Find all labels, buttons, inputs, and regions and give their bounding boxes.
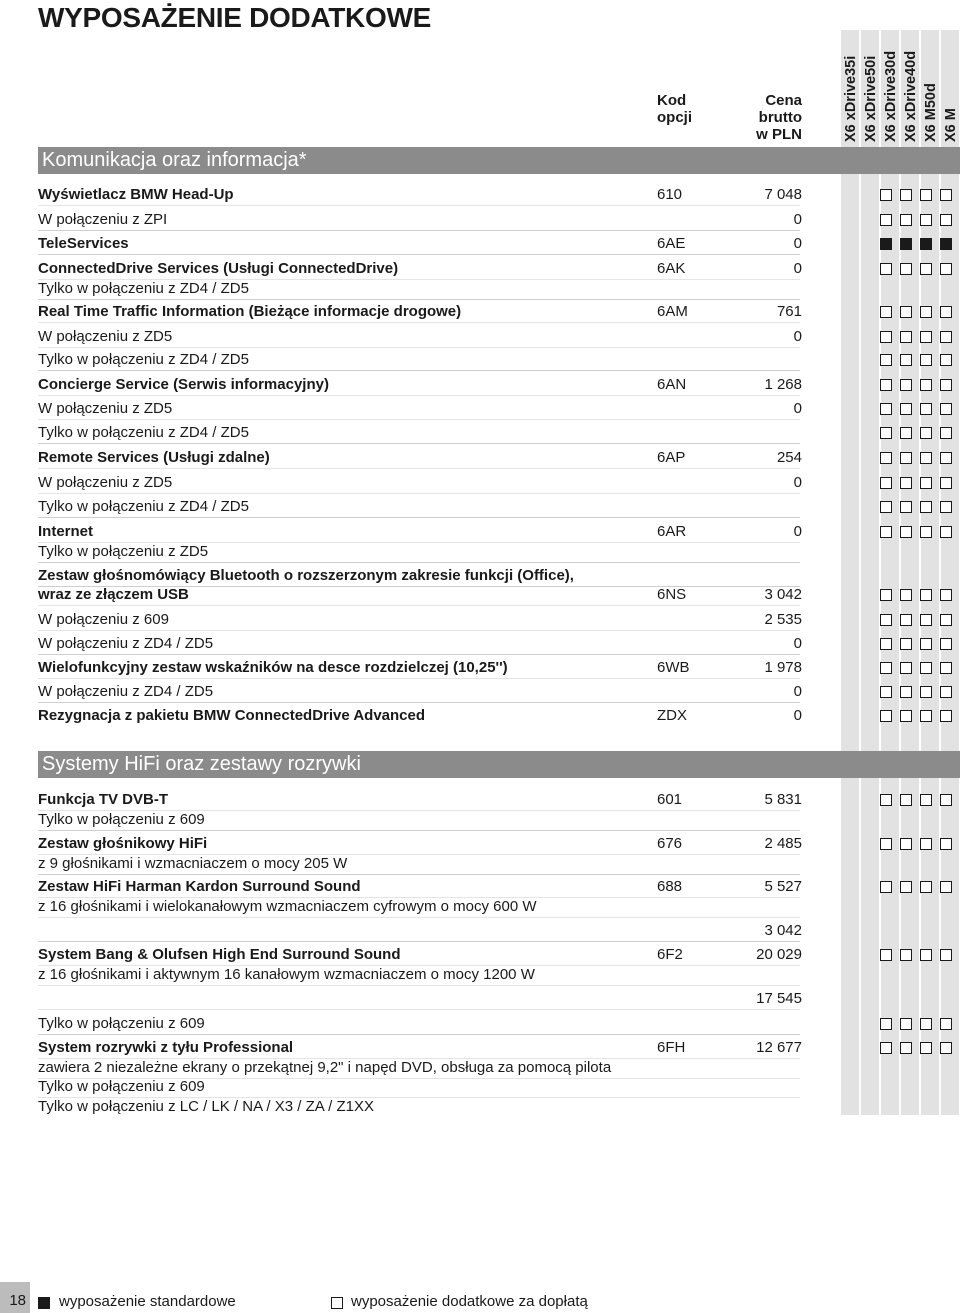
optional-equipment-icon <box>880 794 892 806</box>
optional-equipment-icon <box>940 403 952 415</box>
availability-marks <box>840 214 958 226</box>
option-code: 601 <box>657 791 683 808</box>
availability-marks <box>840 354 958 366</box>
row-divider <box>38 630 800 631</box>
option-code: 688 <box>657 878 683 895</box>
option-price: 20 029 <box>756 946 802 963</box>
optional-equipment-icon <box>880 589 892 601</box>
optional-equipment-icon <box>880 477 892 489</box>
option-label: W połączeniu z ZD5 <box>38 400 173 417</box>
option-price: 3 042 <box>764 586 802 603</box>
option-label: Tylko w połączeniu z LC / LK / NA / X3 / ZA / Z1XX <box>38 1098 374 1115</box>
option-label: Funkcja TV DVB-T <box>38 791 169 808</box>
option-code: 6AN <box>657 376 687 393</box>
availability-marks <box>840 1062 958 1074</box>
row-divider <box>38 605 800 606</box>
option-label: W połączeniu z 609 <box>38 611 169 628</box>
optional-equipment-icon <box>920 306 932 318</box>
option-label: Zestaw głośnikowy HiFi <box>38 835 208 852</box>
row-divider <box>38 702 800 703</box>
standard-equipment-icon <box>920 238 932 250</box>
optional-equipment-icon <box>880 354 892 366</box>
optional-equipment-icon <box>920 662 932 674</box>
optional-equipment-icon <box>900 331 912 343</box>
optional-equipment-icon <box>940 263 952 275</box>
option-label: W połączeniu z ZPI <box>38 211 168 228</box>
optional-equipment-icon <box>940 686 952 698</box>
optional-equipment-icon <box>880 1042 892 1054</box>
optional-equipment-icon <box>880 526 892 538</box>
legend-standard-icon <box>38 1297 50 1309</box>
option-label: TeleServices <box>38 235 129 252</box>
optional-equipment-icon <box>900 214 912 226</box>
availability-marks <box>840 1042 958 1054</box>
availability-marks <box>840 306 958 318</box>
availability-marks <box>840 477 958 489</box>
row-divider <box>38 254 800 255</box>
standard-equipment-icon <box>900 238 912 250</box>
optional-equipment-icon <box>920 452 932 464</box>
option-price: 0 <box>793 523 802 540</box>
option-label: Internet <box>38 523 94 540</box>
availability-marks <box>840 993 958 1005</box>
option-price: 5 831 <box>764 791 802 808</box>
row-divider <box>38 917 800 918</box>
optional-equipment-icon <box>880 881 892 893</box>
option-code: 610 <box>657 186 683 203</box>
row-divider <box>38 985 800 986</box>
model-label: X6 M <box>943 108 959 142</box>
option-label: Tylko w połączeniu z 609 <box>38 1015 205 1032</box>
option-label: Tylko w połączeniu z ZD4 / ZD5 <box>38 280 249 297</box>
legend-standard: wyposażenie standardowe <box>59 1293 236 1310</box>
availability-marks <box>840 1018 958 1030</box>
row-divider <box>38 1034 800 1035</box>
optional-equipment-icon <box>880 838 892 850</box>
optional-equipment-icon <box>940 638 952 650</box>
model-label: X6 xDrive40d <box>903 50 919 142</box>
optional-equipment-icon <box>880 949 892 961</box>
optional-equipment-icon <box>920 501 932 513</box>
option-price: 0 <box>793 328 802 345</box>
optional-equipment-icon <box>940 477 952 489</box>
optional-equipment-icon <box>920 838 932 850</box>
row-divider <box>38 299 800 300</box>
optional-equipment-icon <box>940 379 952 391</box>
availability-marks <box>840 546 958 558</box>
optional-equipment-icon <box>900 589 912 601</box>
option-label: Tylko w połączeniu z 609 <box>38 1078 205 1095</box>
optional-equipment-icon <box>880 403 892 415</box>
option-price: 2 535 <box>764 611 802 628</box>
option-label: Wyświetlacz BMW Head-Up <box>38 186 234 203</box>
option-code: 6AK <box>657 260 686 277</box>
optional-equipment-icon <box>900 526 912 538</box>
optional-equipment-icon <box>920 403 932 415</box>
option-price: 0 <box>793 235 802 252</box>
optional-equipment-icon <box>920 331 932 343</box>
option-label: Wielofunkcyjny zestaw wskaźników na desce rozdzielczej (10,25'') <box>38 659 508 676</box>
option-label: Tylko w połączeniu z ZD4 / ZD5 <box>38 424 249 441</box>
optional-equipment-icon <box>880 638 892 650</box>
availability-marks <box>840 881 958 893</box>
availability-marks <box>840 1101 958 1113</box>
option-label: Zestaw głośnomówiący Bluetooth o rozszerzonym zakresie funkcji (Office), <box>38 567 574 584</box>
availability-marks <box>840 949 958 961</box>
optional-equipment-icon <box>920 638 932 650</box>
optional-equipment-icon <box>900 501 912 513</box>
optional-equipment-icon <box>900 403 912 415</box>
optional-equipment-icon <box>940 838 952 850</box>
row-divider <box>38 468 800 469</box>
model-label: X6 xDrive30d <box>883 50 899 142</box>
page-number-tab <box>0 1282 30 1313</box>
availability-marks <box>840 686 958 698</box>
option-price: 0 <box>793 260 802 277</box>
row-divider <box>38 941 800 942</box>
optional-equipment-icon <box>940 662 952 674</box>
availability-marks <box>840 794 958 806</box>
optional-equipment-icon <box>940 710 952 722</box>
optional-equipment-icon <box>940 354 952 366</box>
option-code: 6AP <box>657 449 686 466</box>
availability-marks <box>840 814 958 826</box>
row-divider <box>38 874 800 875</box>
optional-equipment-icon <box>920 214 932 226</box>
optional-equipment-icon <box>940 331 952 343</box>
legend-optional: wyposażenie dodatkowe za dopłatą <box>351 1293 588 1310</box>
optional-equipment-icon <box>920 794 932 806</box>
option-code: 6AM <box>657 303 688 320</box>
page-number: 18 <box>9 1292 26 1309</box>
availability-marks <box>840 379 958 391</box>
optional-equipment-icon <box>880 427 892 439</box>
option-label: Real Time Traffic Information (Bieżące informacje drogowe) <box>38 303 462 320</box>
optional-equipment-icon <box>940 306 952 318</box>
standard-equipment-icon <box>880 238 892 250</box>
option-code: 6F2 <box>657 946 683 963</box>
row-divider <box>38 678 800 679</box>
option-price: 2 485 <box>764 835 802 852</box>
optional-equipment-icon <box>880 263 892 275</box>
row-divider <box>38 419 800 420</box>
option-price: 7 048 <box>764 186 802 203</box>
header-cena: Cena brutto w PLN <box>756 92 802 143</box>
option-price: 0 <box>793 211 802 228</box>
optional-equipment-icon <box>900 1042 912 1054</box>
option-label: Tylko w połączeniu z ZD5 <box>38 543 209 560</box>
option-code: ZDX <box>657 707 687 724</box>
option-label: W połączeniu z ZD5 <box>38 474 173 491</box>
option-code: 676 <box>657 835 683 852</box>
optional-equipment-icon <box>880 662 892 674</box>
availability-marks <box>840 501 958 513</box>
optional-equipment-icon <box>940 881 952 893</box>
availability-marks <box>840 858 958 870</box>
optional-equipment-icon <box>880 501 892 513</box>
row-divider <box>38 1009 800 1010</box>
optional-equipment-icon <box>940 452 952 464</box>
option-price: 3 042 <box>764 922 802 939</box>
optional-equipment-icon <box>900 427 912 439</box>
option-label: zawiera 2 niezależne ekrany o przekątnej 9,2" i napęd DVD, obsługa za pomocą pilota <box>38 1059 612 1076</box>
optional-equipment-icon <box>920 477 932 489</box>
availability-marks <box>840 925 958 937</box>
optional-equipment-icon <box>900 838 912 850</box>
header-kod: Kod opcji <box>657 92 693 126</box>
optional-equipment-icon <box>900 306 912 318</box>
availability-marks <box>840 1081 958 1093</box>
option-label: z 16 głośnikami i aktywnym 16 kanałowym wzmacniaczem o mocy 1200 W <box>38 966 535 983</box>
optional-equipment-icon <box>940 526 952 538</box>
optional-equipment-icon <box>880 214 892 226</box>
option-label: Remote Services (Usługi zdalne) <box>38 449 270 466</box>
optional-equipment-icon <box>940 589 952 601</box>
option-code: 6AE <box>657 235 686 252</box>
section-title: Systemy HiFi oraz zestawy rozrywki <box>38 751 960 778</box>
optional-equipment-icon <box>880 331 892 343</box>
optional-equipment-icon <box>880 614 892 626</box>
optional-equipment-icon <box>940 501 952 513</box>
optional-equipment-icon <box>920 379 932 391</box>
option-price: 0 <box>793 683 802 700</box>
option-price: 0 <box>793 635 802 652</box>
option-price: 254 <box>776 449 802 466</box>
availability-marks <box>840 838 958 850</box>
optional-equipment-icon <box>880 1018 892 1030</box>
optional-equipment-icon <box>900 354 912 366</box>
optional-equipment-icon <box>900 638 912 650</box>
option-label: Concierge Service (Serwis informacyjny) <box>38 376 329 393</box>
option-label: Tylko w połączeniu z 609 <box>38 811 205 828</box>
optional-equipment-icon <box>900 881 912 893</box>
availability-marks <box>840 403 958 415</box>
model-label: X6 xDrive50i <box>863 55 879 142</box>
optional-equipment-icon <box>900 710 912 722</box>
availability-marks <box>840 263 958 275</box>
optional-equipment-icon <box>900 452 912 464</box>
model-label: X6 xDrive35i <box>843 55 859 142</box>
availability-marks <box>840 452 958 464</box>
option-label: wraz ze złączem USB <box>38 586 189 603</box>
optional-equipment-icon <box>920 614 932 626</box>
availability-marks <box>840 238 958 250</box>
option-price: 12 677 <box>756 1039 802 1056</box>
optional-equipment-icon <box>940 1042 952 1054</box>
option-label: ConnectedDrive Services (Usługi ConnectedDrive) <box>38 260 399 277</box>
row-divider <box>38 517 800 518</box>
page-title: WYPOSAŻENIE DODATKOWE <box>38 2 431 33</box>
optional-equipment-icon <box>900 477 912 489</box>
option-label: W połączeniu z ZD5 <box>38 328 173 345</box>
option-label: Tylko w połączeniu z ZD4 / ZD5 <box>38 351 249 368</box>
option-price: 17 545 <box>756 990 802 1007</box>
optional-equipment-icon <box>880 686 892 698</box>
legend-optional-icon <box>331 1297 343 1309</box>
availability-marks <box>840 331 958 343</box>
row-divider <box>38 395 800 396</box>
option-price: 1 978 <box>764 659 802 676</box>
option-code: 6NS <box>657 586 687 603</box>
availability-marks <box>840 283 958 295</box>
optional-equipment-icon <box>900 379 912 391</box>
availability-marks <box>840 589 958 601</box>
option-price: 0 <box>793 707 802 724</box>
optional-equipment-icon <box>920 427 932 439</box>
availability-marks <box>840 710 958 722</box>
optional-equipment-icon <box>880 710 892 722</box>
optional-equipment-icon <box>920 589 932 601</box>
optional-equipment-icon <box>920 1018 932 1030</box>
row-divider <box>38 347 800 348</box>
optional-equipment-icon <box>920 881 932 893</box>
row-divider <box>38 562 800 563</box>
option-code: 6FH <box>657 1039 686 1056</box>
availability-marks <box>840 189 958 201</box>
optional-equipment-icon <box>900 1018 912 1030</box>
option-label: Rezygnacja z pakietu BMW ConnectedDrive Advanced <box>38 707 426 724</box>
option-label: W połączeniu z ZD4 / ZD5 <box>38 635 214 652</box>
availability-marks <box>840 614 958 626</box>
availability-marks <box>840 638 958 650</box>
row-divider <box>38 322 800 323</box>
option-price: 5 527 <box>764 878 802 895</box>
section-title: Komunikacja oraz informacja* <box>38 147 960 174</box>
option-label: Tylko w połączeniu z ZD4 / ZD5 <box>38 498 249 515</box>
optional-equipment-icon <box>900 263 912 275</box>
row-divider <box>38 654 800 655</box>
optional-equipment-icon <box>880 189 892 201</box>
row-divider <box>38 493 800 494</box>
optional-equipment-icon <box>920 263 932 275</box>
model-label: X6 M50d <box>923 83 939 142</box>
optional-equipment-icon <box>940 949 952 961</box>
availability-marks <box>840 662 958 674</box>
availability-marks <box>840 570 958 582</box>
optional-equipment-icon <box>900 686 912 698</box>
option-price: 1 268 <box>764 376 802 393</box>
optional-equipment-icon <box>900 614 912 626</box>
option-code: 6WB <box>657 659 690 676</box>
availability-marks <box>840 526 958 538</box>
optional-equipment-icon <box>900 949 912 961</box>
availability-marks <box>840 969 958 981</box>
option-label: W połączeniu z ZD4 / ZD5 <box>38 683 214 700</box>
optional-equipment-icon <box>880 306 892 318</box>
optional-equipment-icon <box>920 710 932 722</box>
optional-equipment-icon <box>880 452 892 464</box>
option-code: 6AR <box>657 523 687 540</box>
optional-equipment-icon <box>920 189 932 201</box>
optional-equipment-icon <box>940 794 952 806</box>
option-label: System Bang & Olufsen High End Surround Sound <box>38 946 401 963</box>
option-price: 0 <box>793 474 802 491</box>
optional-equipment-icon <box>920 354 932 366</box>
option-label: z 9 głośnikami i wzmacniaczem o mocy 205 W <box>38 855 348 872</box>
availability-marks <box>840 427 958 439</box>
option-label: Zestaw HiFi Harman Kardon Surround Sound <box>38 878 361 895</box>
optional-equipment-icon <box>900 794 912 806</box>
row-divider <box>38 205 800 206</box>
optional-equipment-icon <box>920 1042 932 1054</box>
option-label: System rozrywki z tyłu Professional <box>38 1039 294 1056</box>
row-divider <box>38 370 800 371</box>
optional-equipment-icon <box>920 526 932 538</box>
option-price: 0 <box>793 400 802 417</box>
row-divider <box>38 830 800 831</box>
row-divider <box>38 443 800 444</box>
optional-equipment-icon <box>880 379 892 391</box>
optional-equipment-icon <box>940 189 952 201</box>
optional-equipment-icon <box>940 214 952 226</box>
optional-equipment-icon <box>940 1018 952 1030</box>
row-divider <box>38 230 800 231</box>
optional-equipment-icon <box>920 686 932 698</box>
optional-equipment-icon <box>920 949 932 961</box>
standard-equipment-icon <box>940 238 952 250</box>
optional-equipment-icon <box>900 662 912 674</box>
optional-equipment-icon <box>900 189 912 201</box>
option-label: z 16 głośnikami i wielokanałowym wzmacniaczem cyfrowym o mocy 600 W <box>38 898 537 915</box>
optional-equipment-icon <box>940 427 952 439</box>
optional-equipment-icon <box>940 614 952 626</box>
option-price: 761 <box>776 303 802 320</box>
availability-marks <box>840 901 958 913</box>
